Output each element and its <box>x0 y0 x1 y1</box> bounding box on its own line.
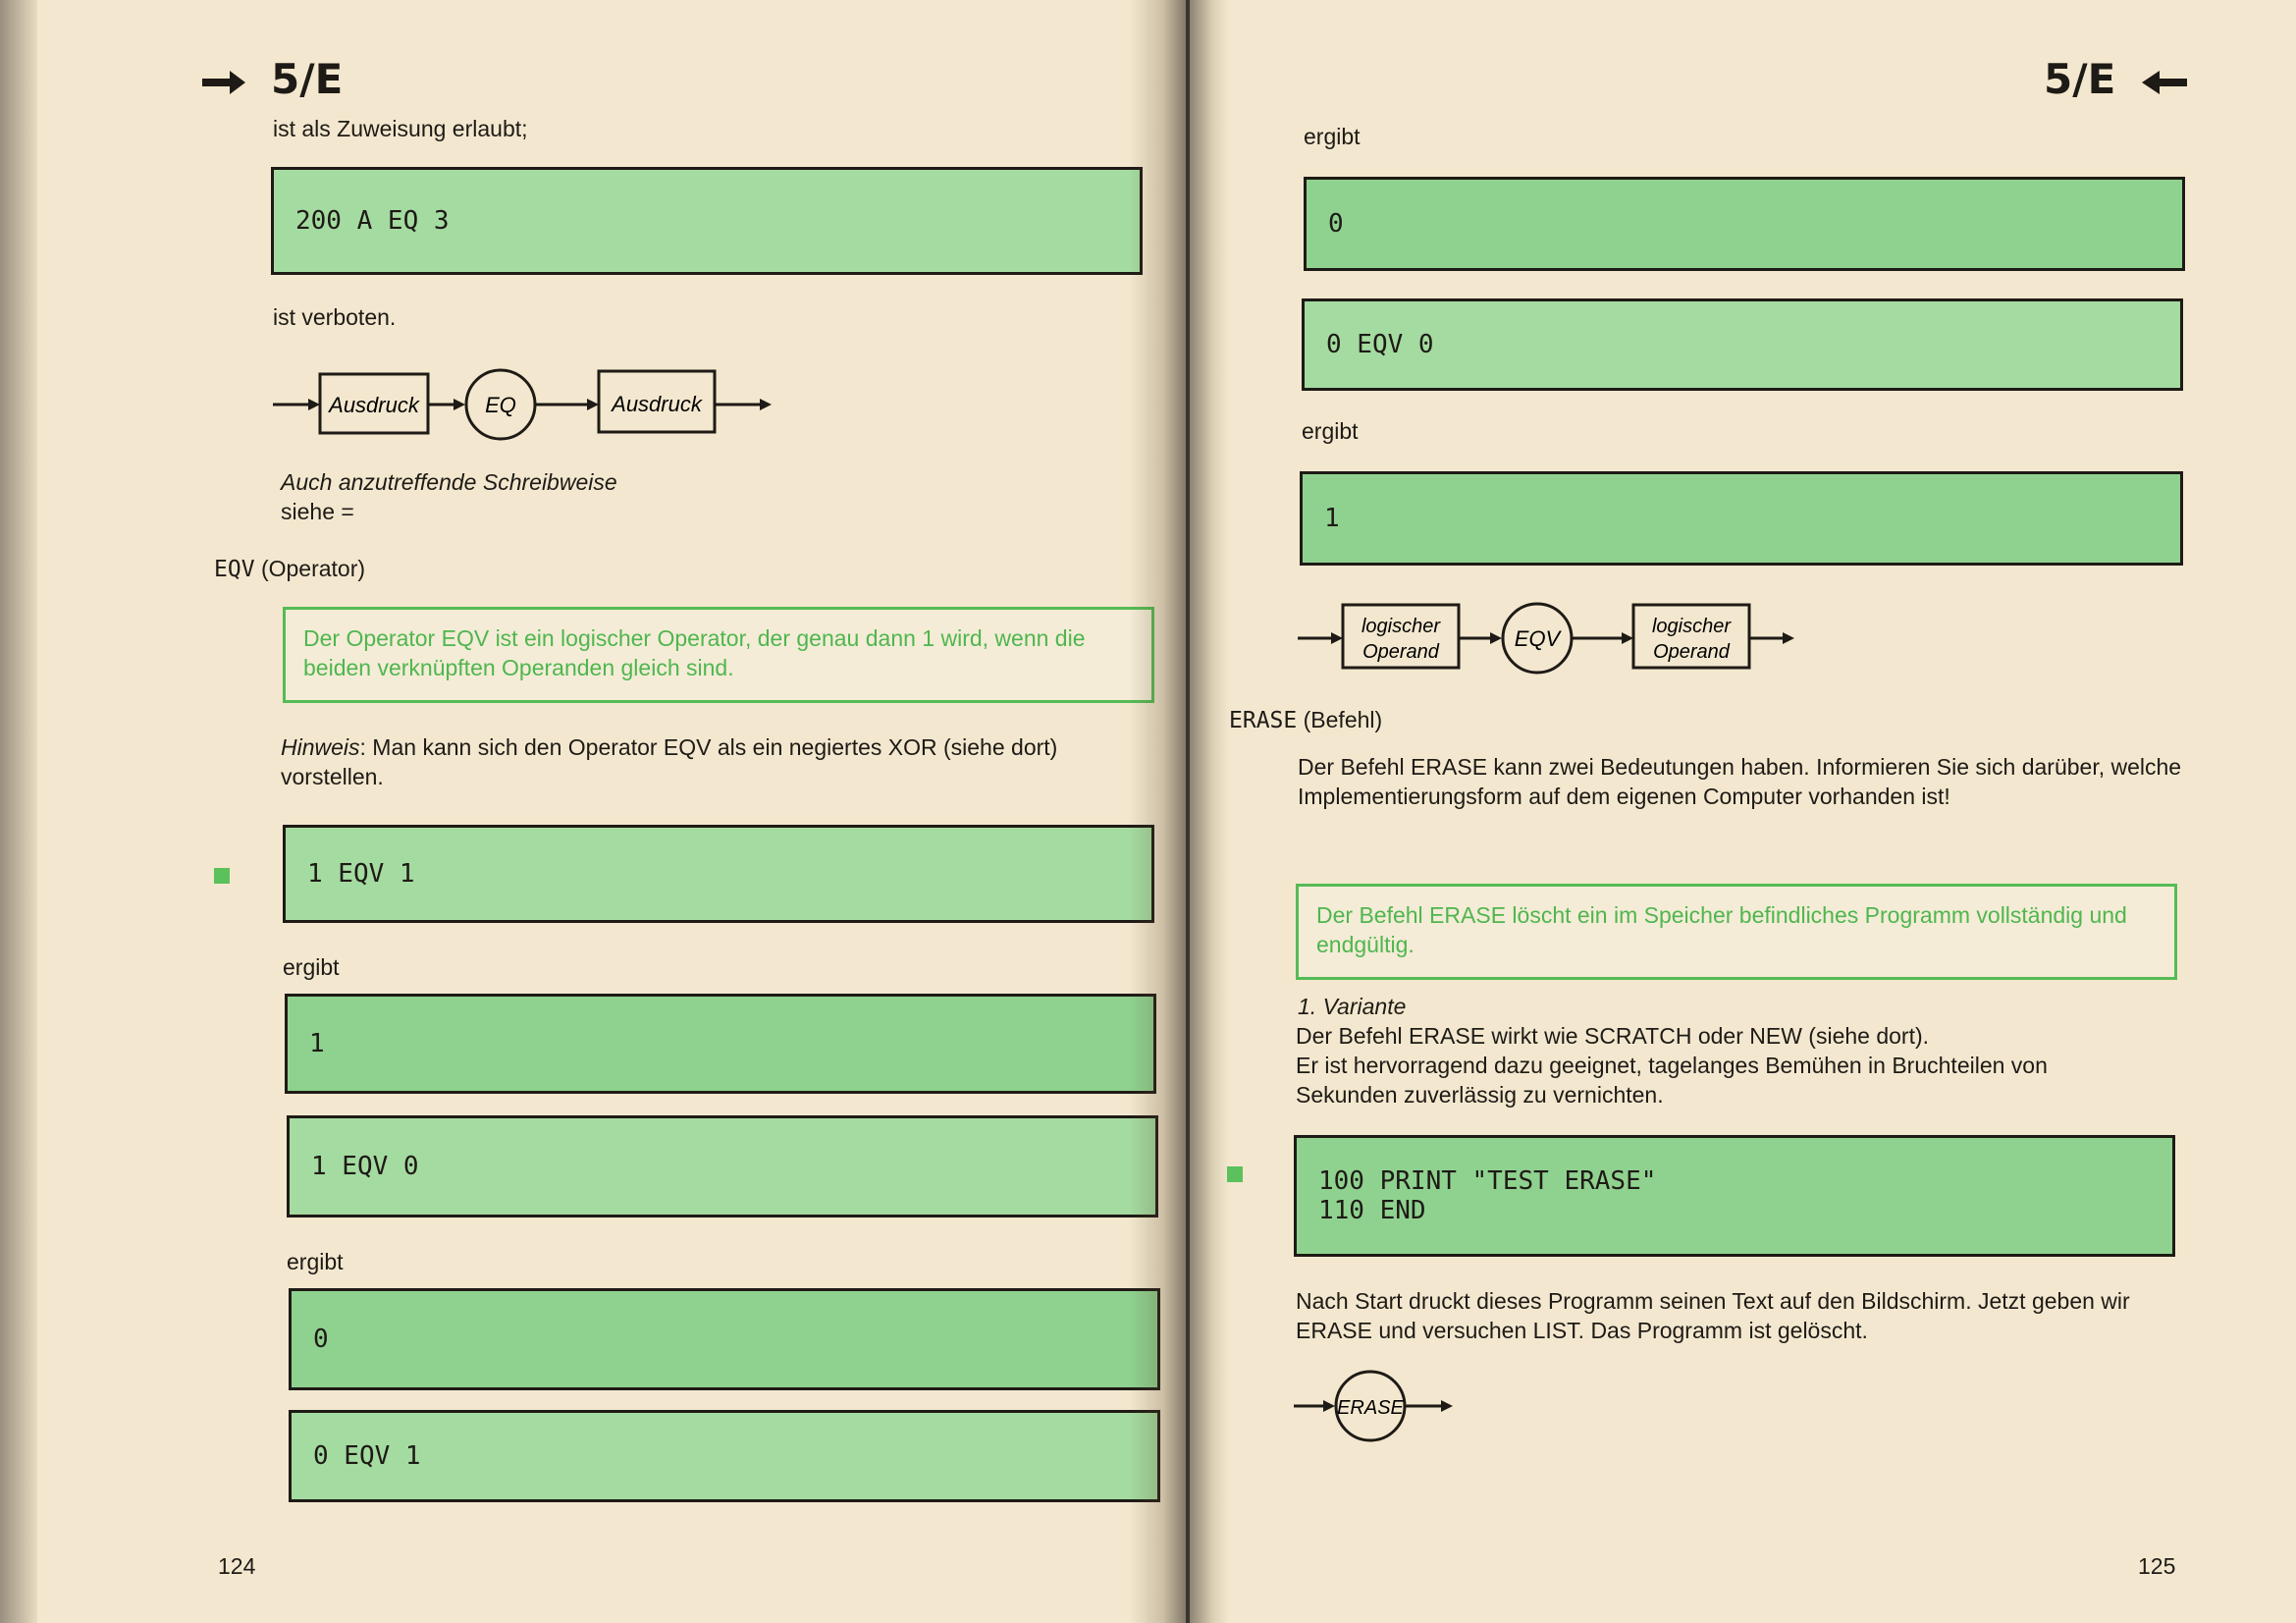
section-header: 5/E <box>2044 55 2116 103</box>
code-text: 1 EQV 1 <box>307 859 415 889</box>
code-block <box>1304 177 2185 271</box>
keyword: EQV <box>214 557 255 582</box>
code-block <box>1302 298 2183 391</box>
book-edge <box>0 0 37 1623</box>
code-block <box>283 825 1154 923</box>
diagram-circle-label: EQ <box>485 393 516 417</box>
diagram-box-label: Ausdruck <box>612 392 702 416</box>
code-text: 0 EQV 0 <box>1326 330 1434 359</box>
diagram-box-label: logischer <box>1361 616 1441 637</box>
paragraph: Der Befehl ERASE kann zwei Bedeutungen haben. Informieren Sie sich darüber, welche Implementierungsform auf dem eigenen Computer vorhanden ist! <box>1298 754 2182 809</box>
code-block <box>285 994 1156 1094</box>
note-line: siehe = <box>281 499 354 524</box>
diagram-box-label: Operand <box>1362 641 1439 663</box>
hint-paragraph <box>281 732 1164 791</box>
paragraph-line: Er ist hervorragend dazu geeignet, tagelanges Bemühen in Bruchteilen von <box>1296 1053 2048 1078</box>
code-text: 0 <box>1328 209 1344 239</box>
syntax-diagram <box>1298 599 1808 677</box>
section-header: 5/E <box>271 55 344 103</box>
code-text: 100 PRINT "TEST ERASE" <box>1318 1166 1657 1196</box>
syntax-diagram <box>1294 1367 1470 1445</box>
diagram-circle-label: ERASE <box>1337 1397 1404 1419</box>
paragraph-line: Der Befehl ERASE wirkt wie SCRATCH oder NEW (siehe dort). <box>1296 1023 1930 1049</box>
code-text: 1 EQV 0 <box>311 1152 419 1181</box>
right-page <box>1190 0 2296 1623</box>
code-text: 110 END <box>1318 1196 1426 1225</box>
diagram-box-label: logischer <box>1651 616 1732 637</box>
hint-text: : Man kann sich den Operator EQV als ein negiertes XOR (siehe dort) vorstellen. <box>281 734 1058 789</box>
diagram-box-label: Operand <box>1653 641 1730 663</box>
code-block <box>287 1115 1158 1217</box>
code-text: 0 <box>313 1325 329 1354</box>
code-block <box>289 1288 1160 1390</box>
text-line: ergibt <box>287 1249 344 1274</box>
page-number: 124 <box>218 1553 256 1579</box>
text-line: ergibt <box>1304 124 1361 149</box>
keyword-heading <box>214 554 365 584</box>
definition-box: Der Operator EQV ist ein logischer Operator, der genau dann 1 wird, wenn die beiden verknüpften Operanden gleich sind. <box>283 607 1154 703</box>
text-line: ist als Zuweisung erlaubt; <box>273 116 528 141</box>
arrow-right-icon <box>202 69 247 96</box>
code-text: 0 EQV 1 <box>313 1441 421 1471</box>
code-text: 1 <box>309 1029 325 1058</box>
example-marker <box>1227 1166 1243 1182</box>
code-text: 1 <box>1324 504 1340 533</box>
note-line: Auch anzutreffende Schreibweise <box>281 469 617 495</box>
diagram-box-label: Ausdruck <box>329 393 419 417</box>
code-block <box>1294 1135 2175 1257</box>
text-line: ergibt <box>283 954 340 980</box>
definition-box: Der Befehl ERASE löscht ein im Speicher befindliches Programm vollständig und endgültig. <box>1296 884 2177 980</box>
keyword-kind: (Operator) <box>260 556 366 581</box>
hint-label: Hinweis <box>281 734 360 760</box>
left-page <box>37 0 1186 1623</box>
keyword: ERASE <box>1229 708 1298 733</box>
spine-shadow <box>1190 0 1229 1623</box>
variant-heading: 1. Variante <box>1298 994 1407 1019</box>
code-block <box>271 167 1143 275</box>
keyword-heading <box>1229 705 1382 735</box>
syntax-diagram <box>273 365 823 444</box>
example-marker <box>214 868 230 884</box>
text-line: ergibt <box>1302 418 1359 444</box>
diagram-circle-label: EQV <box>1514 626 1561 651</box>
keyword-kind: (Befehl) <box>1303 707 1383 732</box>
code-block <box>289 1410 1160 1502</box>
spine-shadow <box>1129 0 1186 1623</box>
paragraph-line: Sekunden zuverlässig zu vernichten. <box>1296 1082 1664 1108</box>
code-text: 200 A EQ 3 <box>295 206 450 236</box>
paragraph: Nach Start druckt dieses Programm seinen Text auf den Bildschirm. Jetzt geben wir ERASE und versuchen LIST. Das Programm ist gelöscht. <box>1296 1288 2130 1343</box>
page-number: 125 <box>2138 1553 2176 1579</box>
arrow-left-icon <box>2140 69 2189 96</box>
code-block <box>1300 471 2183 566</box>
text-line: ist verboten. <box>273 304 397 330</box>
